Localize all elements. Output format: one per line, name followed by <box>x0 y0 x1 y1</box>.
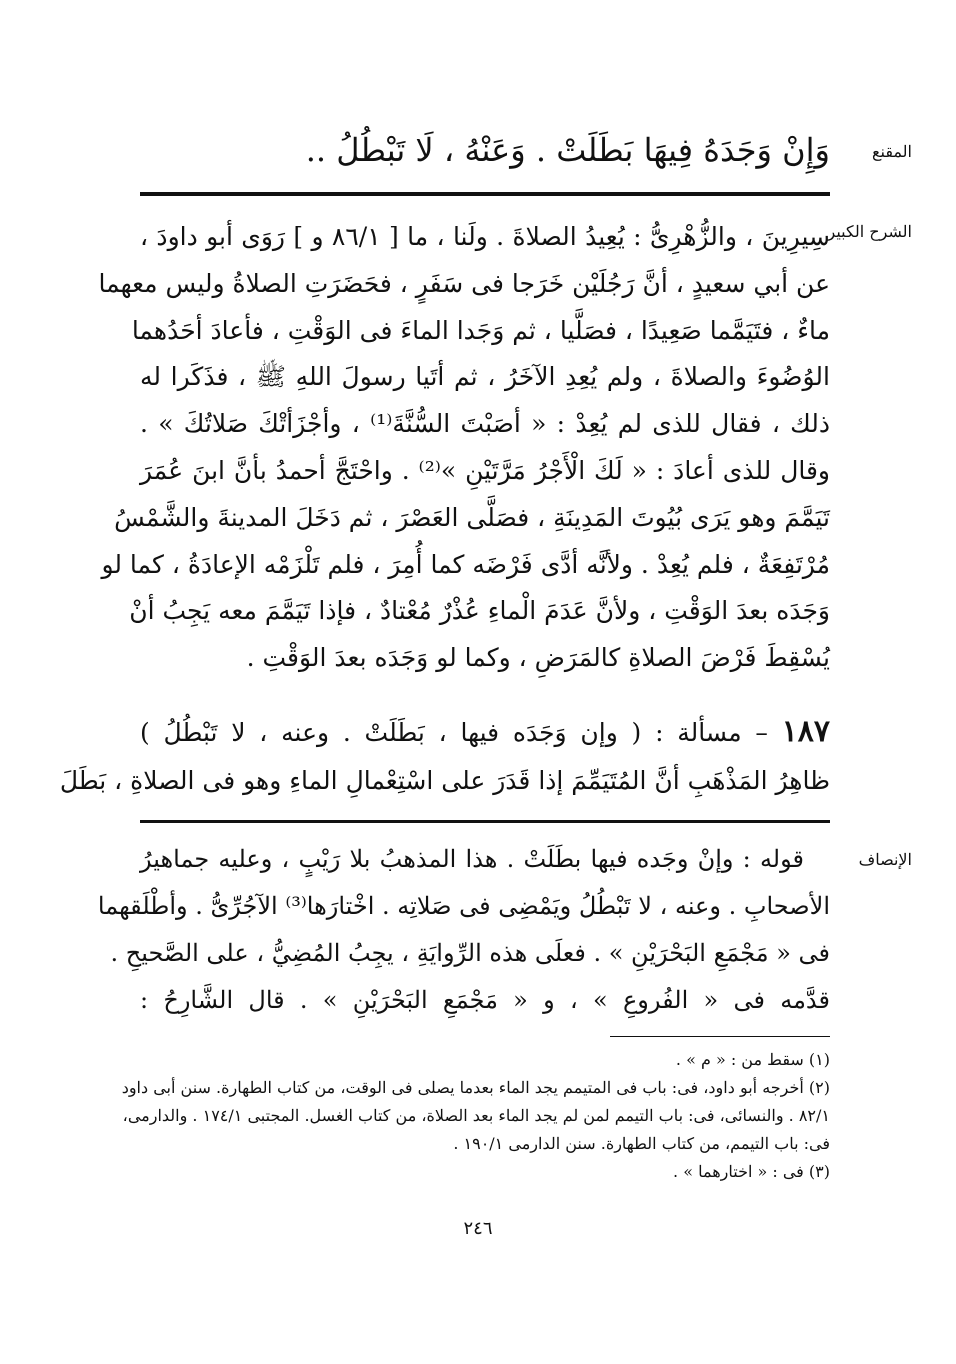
masala-number: ١٨٧ <box>781 714 830 749</box>
masala-line: ظاهِرُ المَذْهَبِ أنَّ المُتَيَمِّمَ إذا قَدَرَ على اسْتِعْمالِ الماءِ وهو فى الصلاةِ ، بَطَلَ <box>59 766 830 795</box>
sharh-line: تَيَمَّمَ وهو يَرَى بُيُوتَ المَدِينَةِ ، فصَلَّى العَصْرَ ، ثم دَخَلَ المدينةَ والشَّمْسُ <box>114 502 830 532</box>
muqni-line: وَإِنْ وَجَدَهُ فِيهَا بَطَلَتْ . وَعَنْهُ ، لَا تَبْطُلُ .. <box>305 131 830 169</box>
sharh-line: وقال للذى أعادَ : « لَكَ الْأَجْرُ مَرَّتَيْنِ »⁽²⁾ . واحْتَجَّ أحمدُ بأنَّ ابنَ عُمَرَ <box>140 455 830 485</box>
sharh-line: عن أبي سعيدٍ ، أنَّ رَجُلَيْن خَرَجا فى سَفَرٍ ، فحَضَرَتِ الصلاةُ وليس معهما <box>98 268 830 298</box>
footnote: (٢) أخرجه أبو داود، فى: باب فى المتيمم يجد الماء بعدما يصلى فى الوقت، من كتاب الطهارة. سنن أبى داود <box>121 1078 830 1097</box>
masala-heading <box>140 708 830 757</box>
footnote: (٣) فى : « اختارهما » . <box>673 1162 830 1181</box>
insaf-line: قوله : وإنْ وجَده فيها بطَلَتْ . هذا المذهبُ بلا رَيْبٍ ، وعليه جماهيرُ <box>140 845 804 873</box>
insaf-text-block <box>97 836 830 1024</box>
insaf-line: قدَّمه فى « الفُروعِ » ، و « مَجْمَعِ البَحْرَيْنِ » . قال الشَّارِحُ : <box>140 986 830 1014</box>
muqni-label: المقنع <box>871 142 912 161</box>
footnote: (١) سقط من : « م » . <box>675 1050 830 1069</box>
sharh-label: الشرح الكبير <box>827 222 912 241</box>
insaf-line: فى « مَجْمَعِ البَحْرَيْنِ » . فعلَى هذه الرِّوايَةِ ، يجِبُ المُضِيُّ ، على الصَّحيحِ . <box>110 939 830 967</box>
insaf-label: الإنصاف <box>858 850 912 869</box>
sharh-line: سِيرِينَ ، والزُّهْرِىُّ : يُعِيدُ الصلاةَ . ولَنا ، ما [ ٨٦/١ و ] رَوَى أبو داودَ ، <box>140 222 830 251</box>
sharh-text-block <box>98 214 830 682</box>
footnotes-block <box>121 1046 830 1186</box>
footnote-divider <box>610 1036 830 1037</box>
footnote: ٨٢/١ . والنسائى، فى: باب التيمم لمن لم يجد الماء بعد الصلاة، من كتاب الغسل. المجتبى ١٧٤/١ . والدارمى، <box>122 1106 830 1125</box>
sharh-line: مُرْتَفِعَةٌ ، فلم يُعِدْ . ولأنَّه أدَّى فَرْضَه كما أُمِرَ ، فلم تَلْزَمْه الإعادَةُ ، كما لو <box>101 549 830 579</box>
masala-block <box>59 708 830 805</box>
sharh-line: الوُضُوءَ والصلاةَ ، ولم يُعِدِ الآخَرُ ، ثم أتَيا رسولَ اللهِ ﷺ ، فذَكَرا له <box>140 362 830 392</box>
sharh-line: وَجَدَه بعدَ الوَقْتِ ، ولأنَّ عَدَمَ الْماءِ عُذْرٌ مُعْتادٌ ، فإذا تَيَمَّمَ معه يَجِبُ أنْ <box>129 596 830 626</box>
muqni-text-block <box>140 120 830 180</box>
sharh-line: يُسْقِطَ فَرْضَ الصلاةِ كالمَرَضِ ، وكما لو وَجَدَه بعدَ الوَقْتِ . <box>246 643 830 673</box>
top-divider <box>140 192 830 196</box>
insaf-line: الأصحابِ . وعنه ، لا تَبْطُلُ ويَمْضِى فى صَلاتِه . اخْتارَها⁽³⁾ الآجُرِّىُّ . وأطْلَقهما <box>97 892 830 920</box>
sharh-line: ماءٌ ، فتَيَمَّما صَعِيدًا ، فصَلَّيا ، ثم وَجَدا الماءَ فى الوَقْتِ ، فأعادَ أحَدُهما <box>131 315 830 345</box>
middle-divider <box>140 820 830 823</box>
sharh-line: ذلك ، فقال للذى لم يُعِدْ : « أصَبْتَ السُّنَّةَ⁽¹⁾ ، وأجْزَأتْكَ صَلاتُكَ » . <box>140 409 830 439</box>
footnote: فى: باب التيمم، من كتاب الطهارة. سنن الدارمى ١٩٠/١ . <box>453 1134 830 1153</box>
masala-heading-text: – مسألة : ( وإن وَجَدَه فيها ، بَطَلَتْ . وعنه ، لا تَبْطُلُ ) <box>140 718 768 747</box>
page-number: ٢٤٦ <box>463 1218 493 1239</box>
